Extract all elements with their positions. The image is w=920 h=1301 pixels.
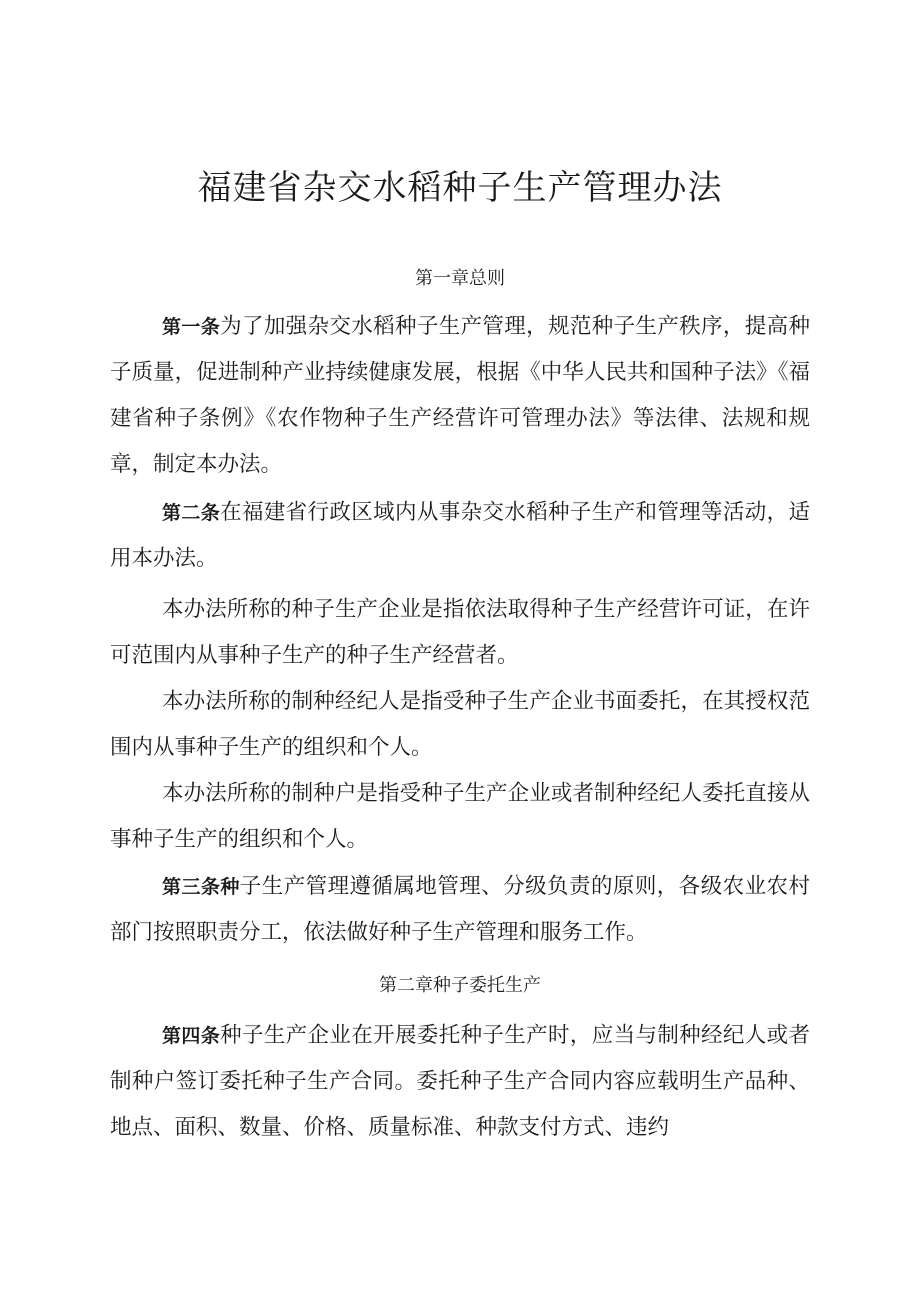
chapter-heading: 第二章种子委托生产	[379, 975, 541, 996]
definition-paragraph	[110, 771, 810, 863]
article-text: 种子生产企业在开展委托种子生产时，应当与制种经纪人或者制种户签订委托种子生产合同。委托种子生产合同内容应载明生产品种、地点、面积、数量、价格、质量标准、种款支付方式、违约	[110, 1023, 810, 1140]
definition-paragraph	[110, 587, 810, 679]
paragraph-text: 本办法所称的制种经纪人是指受种子生产企业书面委托，在其授权范围内从事种子生产的组织和个人。	[110, 689, 810, 760]
document-title: 福建省杂交水稻种子生产管理办法	[197, 168, 723, 208]
article-paragraph	[110, 1013, 810, 1151]
article-number: 第二条	[162, 502, 221, 524]
article-text: 子生产管理遵循属地管理、分级负责的原则，各级农业农村部门按照职责分工，依法做好种子生产管理和服务工作。	[110, 874, 810, 945]
article-number: 第三条种	[162, 876, 240, 898]
paragraph-text: 本办法所称的种子生产企业是指依法取得种子生产经营许可证，在许可范围内从事种子生产的种子生产经营者。	[110, 597, 810, 668]
definition-paragraph	[110, 679, 810, 771]
article-text: 为了加强杂交水稻种子生产管理，规范种子生产秩序，提高种子质量，促进制种产业持续健康发展，根据《中华人民共和国种子法》《福建省种子条例》《农作物种子生产经营许可管理办法》等法律、法规和规章，制定本办法。	[110, 314, 810, 477]
article-paragraph	[110, 304, 810, 488]
article-text: 在福建省行政区域内从事杂交水稻种子生产和管理等活动，适用本办法。	[110, 500, 810, 571]
article-number: 第四条	[162, 1025, 221, 1047]
article-paragraph	[110, 864, 810, 956]
article-paragraph	[110, 490, 810, 582]
paragraph-text: 本办法所称的制种户是指受种子生产企业或者制种经纪人委托直接从事种子生产的组织和个人。	[110, 781, 810, 852]
article-number: 第一条	[162, 316, 221, 338]
chapter-heading: 第一章总则	[415, 268, 505, 289]
